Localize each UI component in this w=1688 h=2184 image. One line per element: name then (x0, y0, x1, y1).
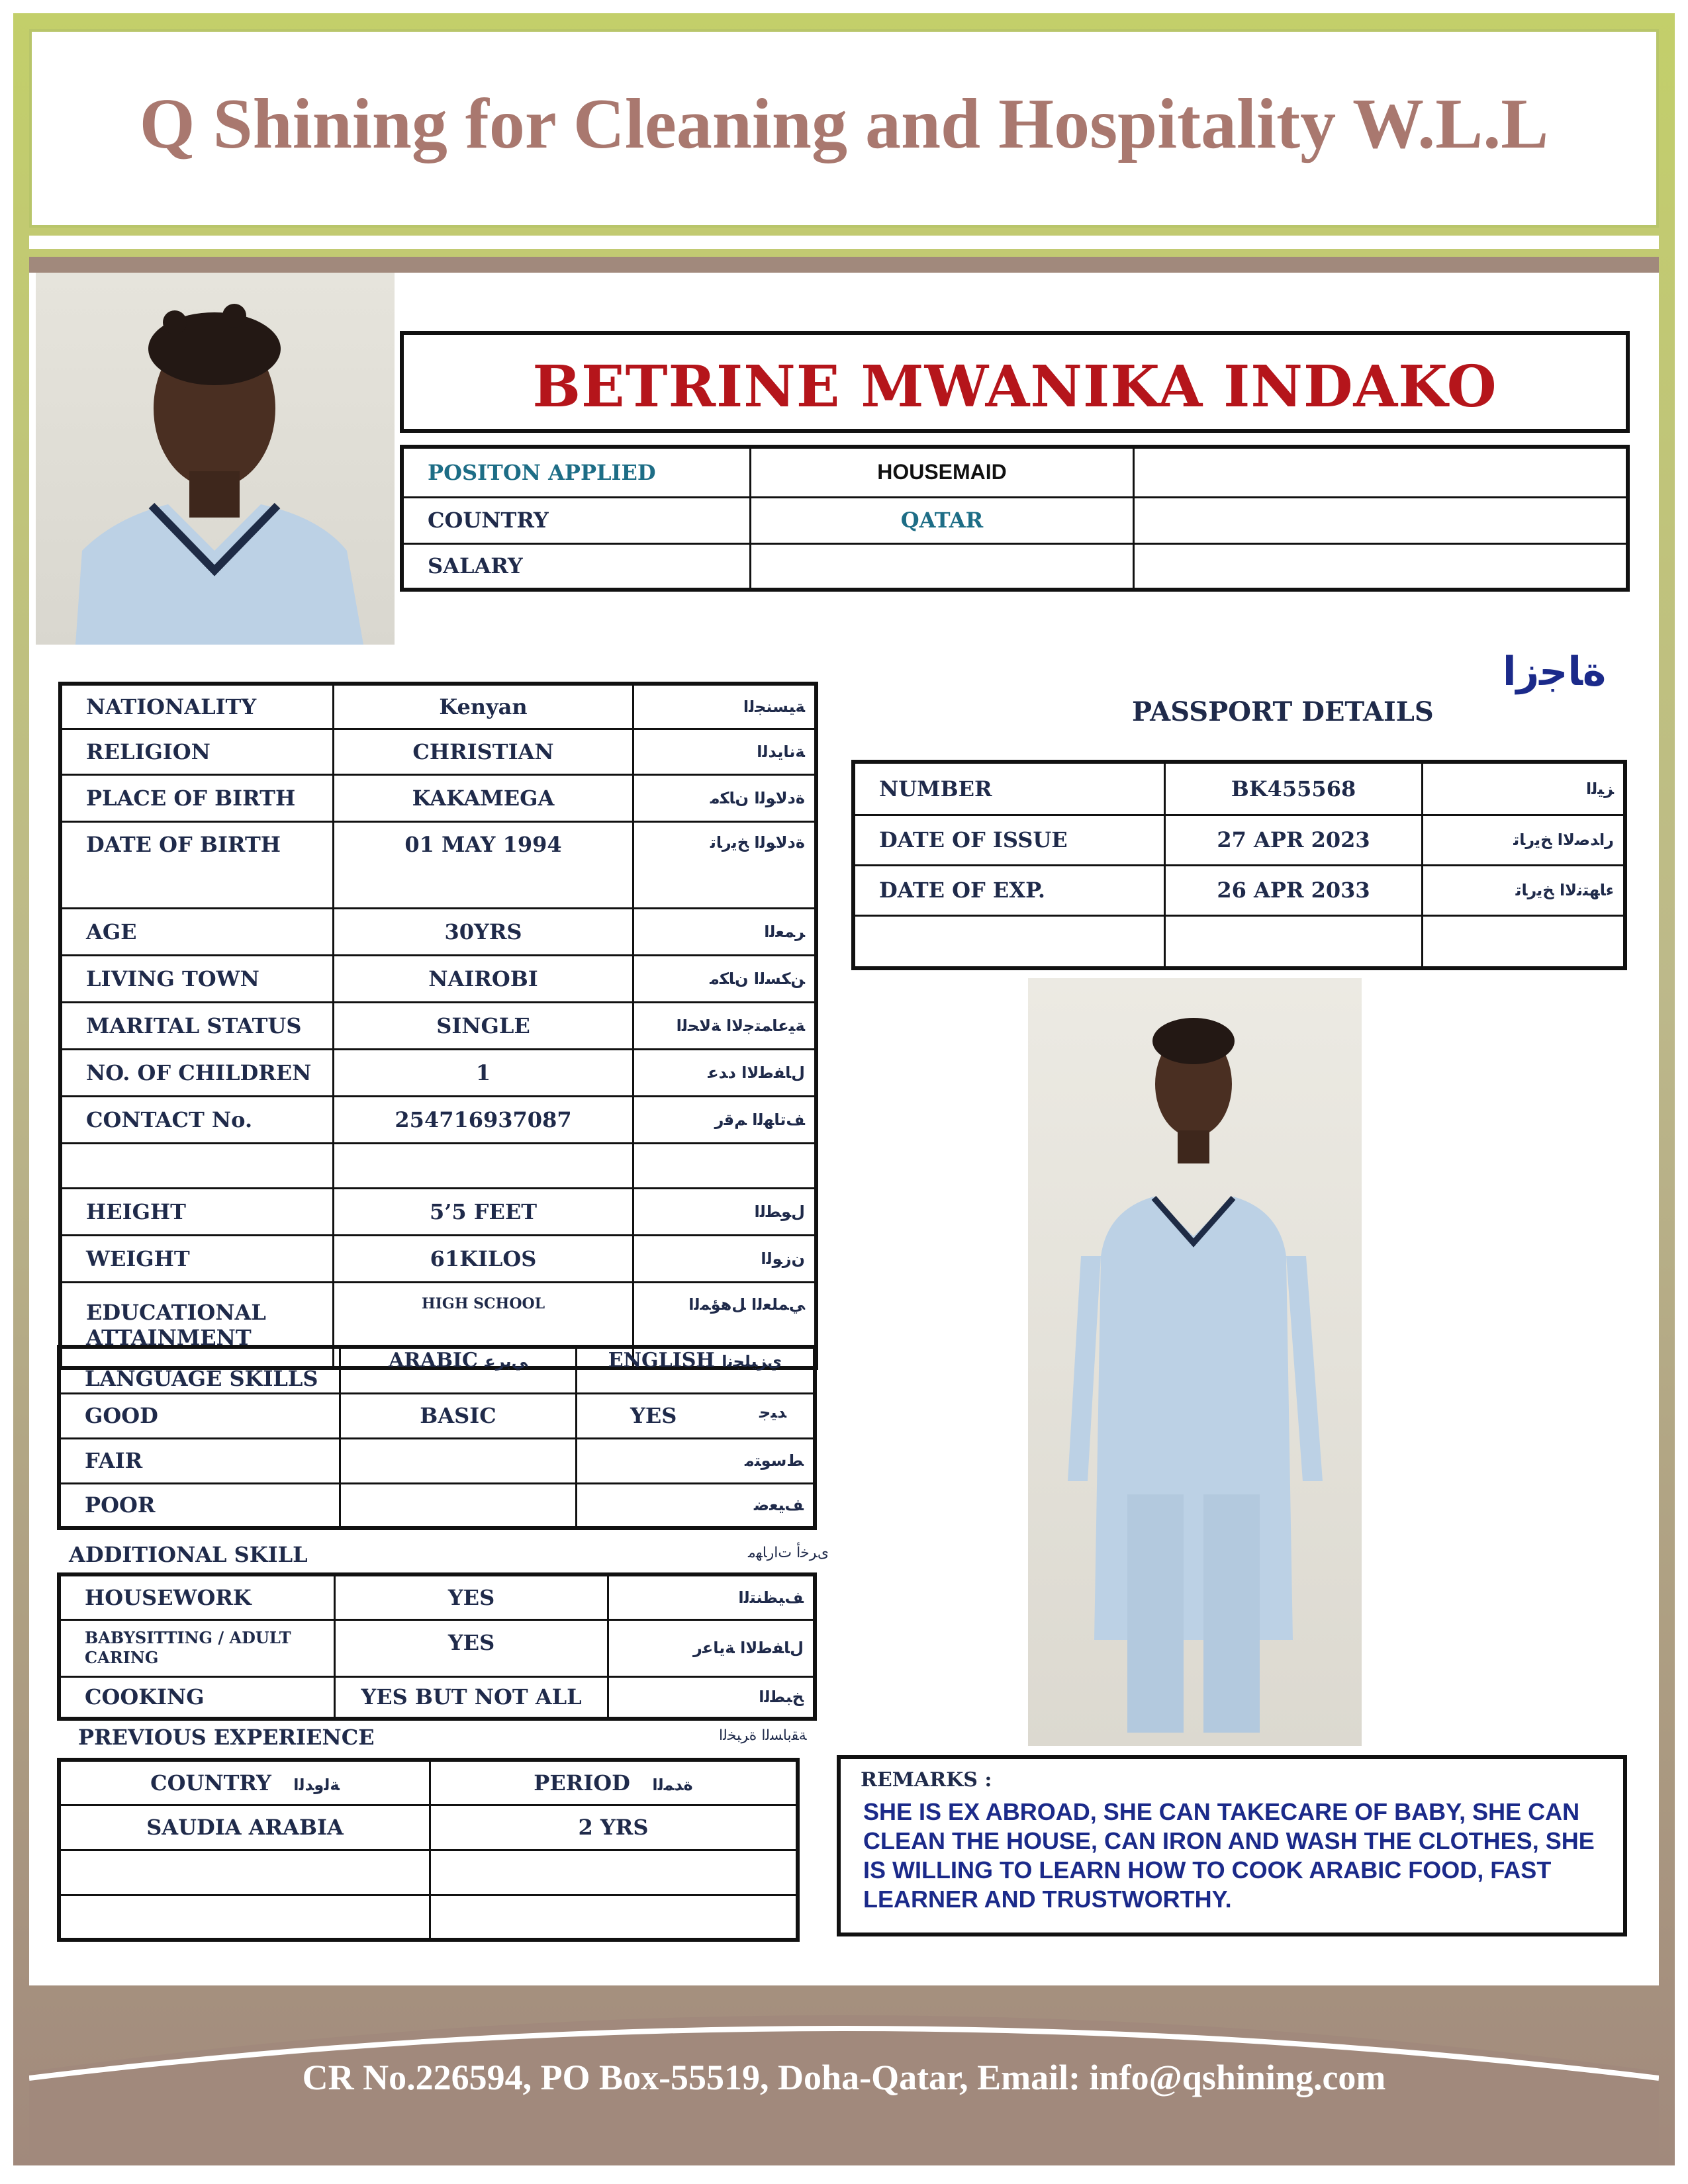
language-poor-ar: ﻒﻴﻌﺿ (577, 1483, 816, 1528)
previous-experience-ar: ﺔﻘﺑﺎﺴﻟﺍ ﺓﺮﺒﺨﻟﺍ (719, 1727, 807, 1744)
contact-label: CONTACT No. (60, 1096, 334, 1143)
candidate-photo-full (1028, 978, 1362, 1746)
remarks-box (837, 1755, 1627, 1936)
language-fair-ar: ﻂﺳﻮﺘﻣ (577, 1438, 816, 1483)
weight-value: 61KILOS (334, 1236, 633, 1283)
cooking-value: YES BUT NOT ALL (335, 1676, 608, 1719)
divider (29, 236, 1659, 249)
additional-skill-ar: ﻯﺮﺧﺃ ﺕﺍﺭﺎﻬﻣ (748, 1545, 829, 1561)
living-town-ar: ﻦﻜﺴﻟﺍ ﻥﺎﻜﻣ (633, 956, 817, 1003)
passport-blank (1165, 915, 1423, 968)
blank-row (60, 1143, 334, 1189)
education-value: HIGH SCHOOL (334, 1283, 633, 1368)
salary-extra (1134, 543, 1628, 590)
exp-period-2 (430, 1850, 798, 1895)
religion-value: CHRISTIAN (334, 729, 633, 775)
nationality-ar: ﺔﻴﺴﻨﺠﻟﺍ (633, 684, 817, 729)
exp-country-3 (59, 1895, 430, 1940)
cooking-ar: ﺦﺒﻄﻟﺍ (608, 1676, 816, 1719)
candidate-photo-portrait (36, 273, 395, 645)
header (29, 29, 1659, 228)
position-value: HOUSEMAID (751, 447, 1134, 497)
marital-status-ar: ﺔﻴﻋﺎﻤﺘﺟﻻﺍ ﺔﻟﺎﺤﻟﺍ (633, 1003, 817, 1050)
housework-label: HOUSEWORK (59, 1574, 335, 1619)
language-fair-arabic (340, 1438, 577, 1483)
children-value: 1 (334, 1049, 633, 1096)
candidate-name: BETRINE MWANIKA INDAKO (532, 353, 1497, 420)
dob-value: 01 MAY 1994 (334, 821, 633, 908)
passport-number-value: BK455568 (1165, 762, 1423, 815)
age-value: 30YRS (334, 909, 633, 956)
language-good-label: GOOD (59, 1393, 340, 1438)
language-label: LANGUAGE SKILLS (59, 1347, 340, 1393)
babysitting-label: BABYSITTING / ADULT CARING (59, 1619, 335, 1676)
age-label: AGE (60, 909, 334, 956)
weight-ar: ﻥﺯﻮﻟﺍ (633, 1236, 817, 1283)
expiry-date-value: 26 APR 2033 (1165, 865, 1423, 915)
country-value: QATAR (751, 497, 1134, 543)
exp-col-country (59, 1760, 430, 1805)
place-of-birth-ar: ﺓﺩﻻﻮﻟﺍ ﻥﺎﻜﻣ (633, 775, 817, 822)
dob-ar: ﺓﺩﻻﻮﻟﺍ ﺦﻳﺭﺎﺗ (633, 821, 817, 908)
country-header-ar: ﺔﻟﻭﺪﻟﺍ (293, 1775, 340, 1794)
additional-skill-heading: ADDITIONAL SKILL (69, 1542, 308, 1567)
housework-ar: ﻒﻴﻈﻨﺘﻟﺍ (608, 1574, 816, 1619)
passport-title-ar: ﺓﺎﺟﺯﺍ (1503, 649, 1607, 695)
marital-status-value: SINGLE (334, 1003, 633, 1050)
expiry-date-label: DATE OF EXP. (853, 865, 1165, 915)
living-town-label: LIVING TOWN (60, 956, 334, 1003)
passport-blank (853, 915, 1165, 968)
issue-date-ar: ﺭﺍﺪﺻﻻﺍ ﺦﻳﺭﺎﺗ (1423, 815, 1626, 865)
remarks-text: SHE IS EX ABROAD, SHE CAN TAKECARE OF BABY, SHE CAN CLEAN THE HOUSE, CAN IRON AND WASH THE CLOTHES, SHE IS WILLING TO LEARN HOW TO COOK ARABIC FOOD, FAST LEARNER AND TRUSTWORTHY. (863, 1798, 1595, 1913)
additional-skill-table (57, 1572, 817, 1721)
babysitting-ar: ﻝﺎﻔﻃﻻﺍ ﺔﻳﺎﻋﺭ (608, 1619, 816, 1676)
arabic-header-ar: ﻲﺑﺮﻋ (485, 1352, 528, 1371)
height-label: HEIGHT (60, 1189, 334, 1236)
previous-experience-heading: PREVIOUS EXPERIENCE (78, 1725, 375, 1750)
remarks-heading: REMARKS : (861, 1768, 992, 1792)
footer-contact: CR No.226594, PO Box-55519, Doha-Qatar, Email: info@qshining.com (302, 2058, 1386, 2097)
issue-date-label: DATE OF ISSUE (853, 815, 1165, 865)
nationality-label: NATIONALITY (60, 684, 334, 729)
salary-label: SALARY (402, 543, 751, 590)
position-extra (1134, 447, 1628, 497)
religion-ar: ﺔﻧﺎﻳﺪﻟﺍ (633, 729, 817, 775)
housework-value: YES (335, 1574, 608, 1619)
place-of-birth-label: PLACE OF BIRTH (60, 775, 334, 822)
language-skills-table (57, 1345, 817, 1530)
period-header: PERIOD (534, 1770, 630, 1796)
passport-table (851, 760, 1627, 970)
cooking-label: COOKING (59, 1676, 335, 1719)
expiry-date-ar: ﺀﺎﻬﺘﻧﻻﺍ ﺦﻳﺭﺎﺗ (1423, 865, 1626, 915)
arabic-header: ARABIC (389, 1349, 478, 1372)
personal-details-table (58, 682, 818, 1370)
babysitting-value: YES (335, 1619, 608, 1676)
age-ar: ﺮﻤﻌﻟﺍ (633, 909, 817, 956)
language-good-english (577, 1393, 816, 1438)
salary-value (751, 543, 1134, 590)
marital-status-label: MARITAL STATUS (60, 1003, 334, 1050)
nationality-value: Kenyan (334, 684, 633, 729)
exp-period-1: 2 YRS (430, 1805, 798, 1850)
height-ar: ﻝﻮﻄﻟﺍ (633, 1189, 817, 1236)
language-col-arabic (340, 1347, 577, 1393)
place-of-birth-value: KAKAMEGA (334, 775, 633, 822)
exp-country-2 (59, 1850, 430, 1895)
children-ar: ﻝﺎﻔﻃﻻﺍ ﺩﺪﻋ (633, 1049, 817, 1096)
divider (29, 257, 1659, 273)
education-label: EDUCATIONAL ATTAINMENT (60, 1283, 334, 1368)
passport-number-ar: ﺰﻴﻟﺍ (1423, 762, 1626, 815)
passport-title: PASSPORT DETAILS (1132, 696, 1434, 727)
height-value: 5’5 FEET (334, 1189, 633, 1236)
children-label: NO. OF CHILDREN (60, 1049, 334, 1096)
country-label: COUNTRY (402, 497, 751, 543)
english-header-ar: ﻱﺰﻴﻠﺠﻧﺍ (722, 1352, 782, 1371)
dob-label: DATE OF BIRTH (60, 821, 334, 908)
exp-period-3 (430, 1895, 798, 1940)
exp-country-1: SAUDIA ARABIA (59, 1805, 430, 1850)
passport-number-label: NUMBER (853, 762, 1165, 815)
good-ar: ﺪﻴﺟ (759, 1403, 786, 1422)
contact-value: 254716937087 (334, 1096, 633, 1143)
issue-date-value: 27 APR 2023 (1165, 815, 1423, 865)
country-extra (1134, 497, 1628, 543)
period-header-ar: ﺓﺪﻤﻟﺍ (652, 1775, 693, 1794)
blank-cell (334, 1143, 633, 1189)
position-table (400, 445, 1630, 592)
company-name: Q Shining for Cleaning and Hospitality W.L.L (139, 85, 1549, 163)
english-good-value: YES (630, 1403, 677, 1428)
language-col-english (577, 1347, 816, 1393)
language-poor-arabic (340, 1483, 577, 1528)
experience-table (57, 1758, 800, 1942)
country-header: COUNTRY (150, 1770, 271, 1796)
contact-ar: ﻒﺗﺎﻬﻟﺍ ﻢﻗﺭ (633, 1096, 817, 1143)
passport-blank (1423, 915, 1626, 968)
blank-cell (633, 1143, 817, 1189)
position-label: POSITON APPLIED (402, 447, 751, 497)
exp-col-period (430, 1760, 798, 1805)
education-ar: ﻲﻤﻠﻌﻟﺍ ﻞﻫﺆﻤﻟﺍ (633, 1283, 817, 1368)
english-header: ENGLISH (608, 1349, 715, 1372)
weight-label: WEIGHT (60, 1236, 334, 1283)
language-good-arabic: BASIC (340, 1393, 577, 1438)
language-poor-label: POOR (59, 1483, 340, 1528)
candidate-name-box (400, 331, 1630, 433)
religion-label: RELIGION (60, 729, 334, 775)
living-town-value: NAIROBI (334, 956, 633, 1003)
language-fair-label: FAIR (59, 1438, 340, 1483)
